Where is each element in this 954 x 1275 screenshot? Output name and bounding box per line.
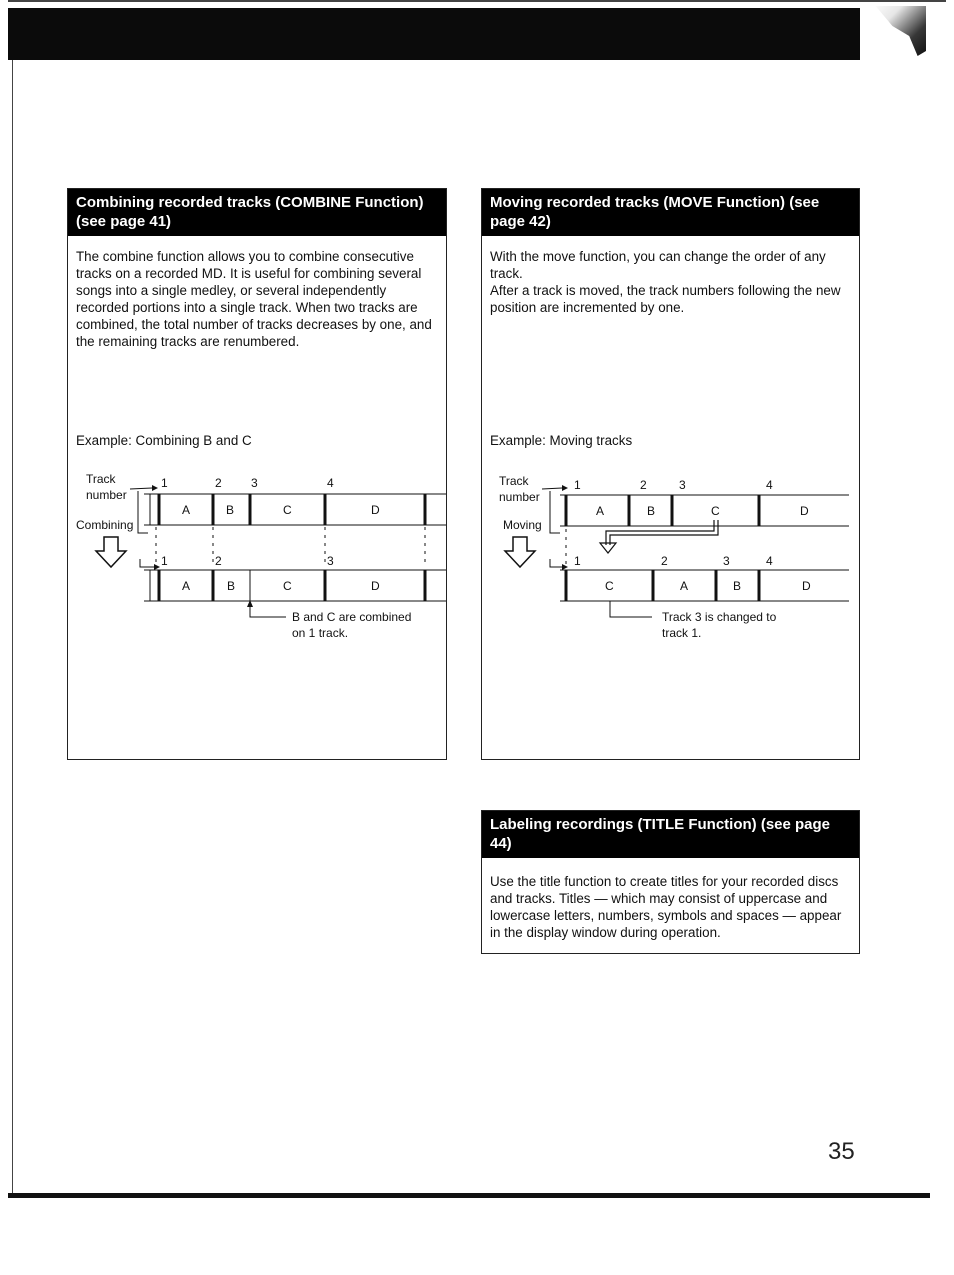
bottom-segment: C xyxy=(283,579,292,593)
top-rule xyxy=(8,0,946,2)
corner-smudge xyxy=(870,6,926,56)
combine-panel-body xyxy=(68,236,446,350)
top-track-number: 3 xyxy=(679,478,686,492)
moving-label: Moving xyxy=(503,518,542,532)
combine-diagram xyxy=(68,467,446,657)
combining-label: Combining xyxy=(76,518,134,532)
bottom-segment: B xyxy=(733,579,742,593)
track-arrow-top xyxy=(542,488,562,489)
track-arrowhead-top xyxy=(152,485,158,491)
top-segment: D xyxy=(800,504,809,518)
move-arrowhead xyxy=(600,543,616,553)
combine-example-label: Example: Combining B and C xyxy=(76,433,252,448)
track-arrow-top xyxy=(130,488,152,489)
bottom-track-number: 2 xyxy=(661,554,668,568)
track-bracket xyxy=(550,491,560,533)
track-arrow-bottom xyxy=(140,559,154,567)
note-pointer xyxy=(250,601,286,617)
move-description-2: After a track is moved, the track numbers following the new position are incremented by one. xyxy=(490,283,841,315)
top-segment: A xyxy=(182,503,191,517)
bottom-track-number: 4 xyxy=(766,554,773,568)
top-track-number: 4 xyxy=(766,478,773,492)
bottom-track-number: 1 xyxy=(574,554,581,568)
bottom-segment: D xyxy=(371,579,380,593)
down-arrow-icon xyxy=(96,537,126,567)
bottom-segment: B xyxy=(227,579,236,593)
move-diagram xyxy=(482,467,859,657)
left-rule xyxy=(12,60,13,1195)
top-track-number: 2 xyxy=(215,476,222,490)
bottom-track-number: 3 xyxy=(723,554,730,568)
top-track-number: 1 xyxy=(161,476,168,490)
combine-note-line1: B and C are combined xyxy=(292,610,412,624)
number-label: number xyxy=(499,490,540,504)
number-label: number xyxy=(86,488,127,502)
top-segment: C xyxy=(711,504,720,518)
move-note-line2: track 1. xyxy=(662,626,702,640)
header-bar xyxy=(8,8,860,60)
bottom-track-number: 3 xyxy=(327,554,334,568)
combine-description: The combine function allows you to combine consecutive tracks on a recorded MD. It is useful for combining several songs into a single medley, or several independently recorded portions into a single track. When two tracks are combined, the total number of tracks decreases by one, and the remaining tracks are renumbered. xyxy=(76,249,432,349)
track-arrowhead-top xyxy=(562,485,568,491)
down-arrow-icon xyxy=(505,537,535,567)
bottom-track-number: 2 xyxy=(215,554,222,568)
track-arrowhead-bottom xyxy=(562,564,568,570)
track-arrowhead-bottom xyxy=(154,564,160,570)
title-panel-body xyxy=(482,858,859,941)
track-label: Track xyxy=(499,474,529,488)
page-number: 35 xyxy=(828,1138,855,1165)
combine-panel xyxy=(67,188,447,760)
top-track-number: 1 xyxy=(574,478,581,492)
title-panel-title: Labeling recordings (TITLE Function) (see page 44) xyxy=(482,811,859,858)
combine-panel-title: Combining recorded tracks (COMBINE Function) (see page 41) xyxy=(68,189,446,236)
move-panel-body xyxy=(482,236,859,316)
combine-note-line2: on 1 track. xyxy=(292,626,349,640)
top-segment: A xyxy=(596,504,605,518)
track-arrow-bottom xyxy=(550,559,562,567)
top-segment: D xyxy=(371,503,380,517)
move-note-line1: Track 3 is changed to xyxy=(662,610,777,624)
move-panel-title: Moving recorded tracks (MOVE Function) (see page 42) xyxy=(482,189,859,236)
bottom-segment: A xyxy=(680,579,689,593)
bottom-segment: C xyxy=(605,579,614,593)
top-track-number: 2 xyxy=(640,478,647,492)
bottom-rule xyxy=(8,1193,930,1198)
bottom-segment: A xyxy=(182,579,191,593)
move-example-label: Example: Moving tracks xyxy=(490,433,633,448)
note-pointer xyxy=(610,601,652,617)
track-bracket xyxy=(138,491,148,533)
top-track-number: 4 xyxy=(327,476,334,490)
dashed-guides xyxy=(156,527,425,567)
top-track-number: 3 xyxy=(251,476,258,490)
bottom-segment: D xyxy=(802,579,811,593)
top-segment: C xyxy=(283,503,292,517)
track-label: Track xyxy=(86,472,116,486)
title-description: Use the title function to create titles for your recorded discs and tracks. Titles — which may consist of uppercase and lowercase letters, numbers, symbols and spaces — appear in the display window during operation. xyxy=(490,874,842,940)
move-panel xyxy=(481,188,860,760)
top-segment: B xyxy=(647,504,656,518)
move-description-1: With the move function, you can change the order of any track. xyxy=(490,249,826,281)
title-panel xyxy=(481,810,860,954)
move-arrow-icon xyxy=(606,520,718,545)
top-segment: B xyxy=(226,503,235,517)
bottom-track-number: 1 xyxy=(161,554,168,568)
